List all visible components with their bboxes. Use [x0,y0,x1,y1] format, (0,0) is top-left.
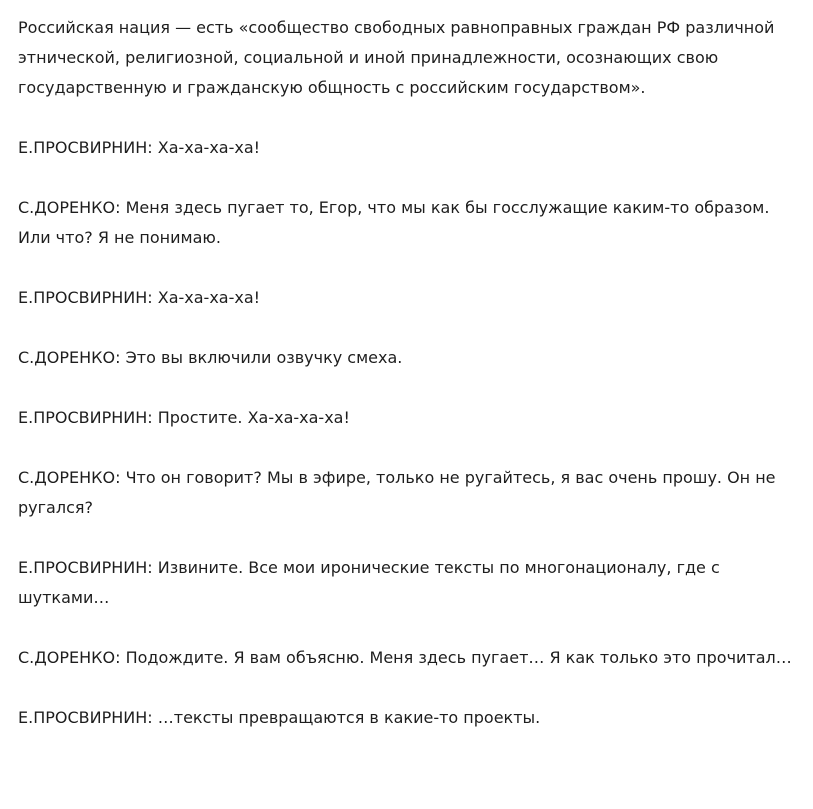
quote-paragraph: Российская нация — есть «сообщество свободных равноправных граждан РФ различной этнической, религиозной, социальной и иной принадлежности, осознающих свою государственную и гражданскую общность с российским государством». [18,18,775,97]
speech-dorenko: С.ДОРЕНКО: Это вы включили озвучку смеха. [18,348,403,367]
speech-prosvirnin: Е.ПРОСВИРНИН: Извините. Все мои иронические тексты по многонационалу, где с шутками… [18,558,720,607]
speech-dorenko: С.ДОРЕНКО: Меня здесь пугает то, Егор, что мы как бы госслужащие каким-то образом. Или что? Я не понимаю. [18,198,770,247]
speech-prosvirnin: Е.ПРОСВИРНИН: …тексты превращаются в какие-то проекты. [18,708,541,727]
speech-prosvirnin: Е.ПРОСВИРНИН: Ха-ха-ха-ха! [18,138,261,157]
speech-dorenko: С.ДОРЕНКО: Что он говорит? Мы в эфире, только не ругайтесь, я вас очень прошу. Он не ругался? [18,468,776,517]
transcript-body [18,13,803,733]
speech-dorenko: С.ДОРЕНКО: Подождите. Я вам объясню. Меня здесь пугает… Я как только это прочитал… [18,648,792,667]
speech-prosvirnin: Е.ПРОСВИРНИН: Ха-ха-ха-ха! [18,288,261,307]
speech-prosvirnin: Е.ПРОСВИРНИН: Простите. Ха-ха-ха-ха! [18,408,350,427]
